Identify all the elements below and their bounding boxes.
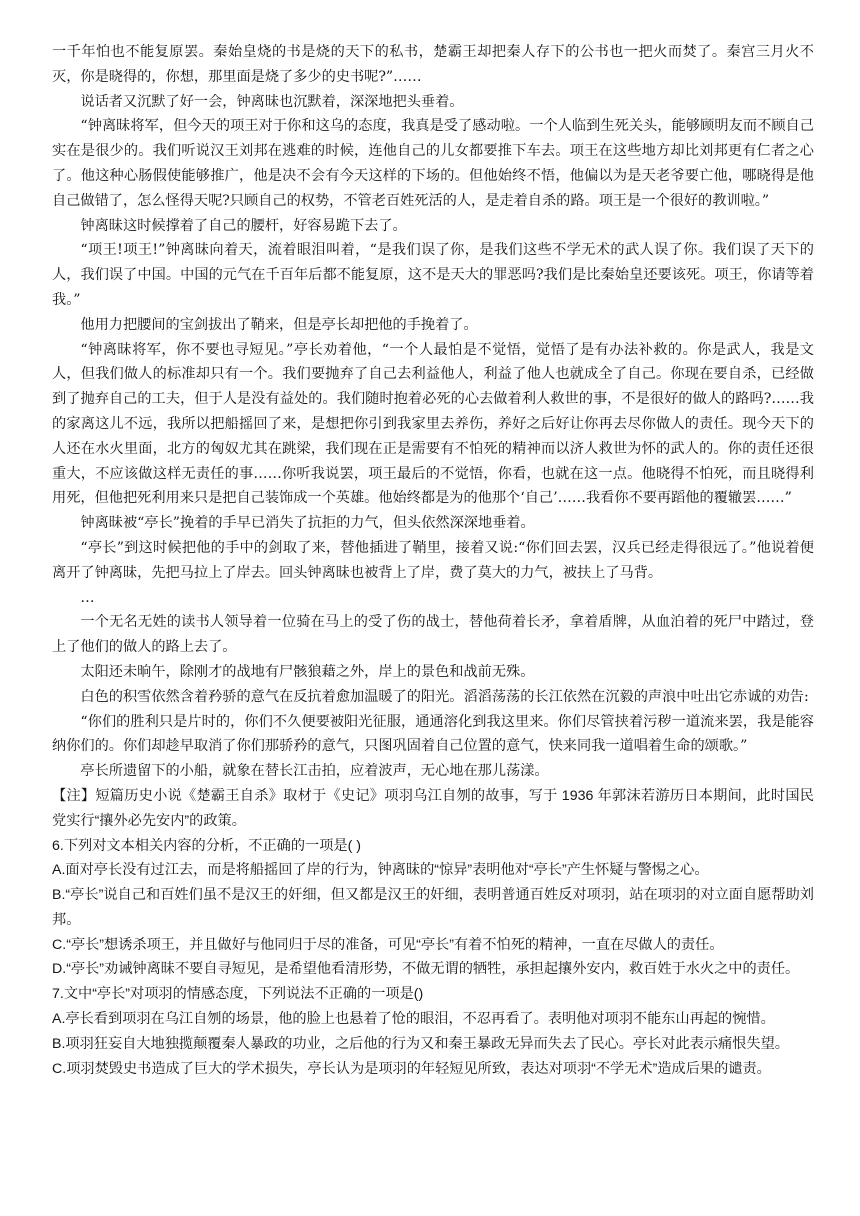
option-a: A.亭长看到项羽在乌江自刎的场景，他的脸上也悬着了怆的眼泪，不忍再看了。表明他对项羽不能东山再起的惋惜。 [52, 1011, 775, 1028]
story-paragraph: 钟离昧这时候撑着了自己的腰杆，好容易跪下去了。 [80, 217, 407, 234]
story-paragraph: “亭长”到这时候把他的手中的剑取了来，替他插进了鞘里，接着又说:“你们回去罢，汉兵已经走得很远了。”他说着便离开了钟离昧，先把马拉上了岸去。回头钟离昧也被背上了岸，费了莫大的力气，被扶上了马背。 [52, 539, 814, 581]
option-c: C.项羽焚毁史书造成了巨大的学术损失，亭长认为是项羽的年轻短见所致，表达对项羽“不学无术”造成后果的谴责。 [52, 1060, 771, 1077]
story-paragraph: 一个无名无姓的读书人领导着一位骑在马上的受了伤的战士，替他荷着长矛，拿着盾牌，从血泊着的死尸中踏过，登上了他们的做人的路上去了。 [52, 614, 814, 656]
story-paragraph: 太阳还未晌午，除刚才的战地有尸骸狼藉之外，岸上的景色和战前无殊。 [80, 663, 535, 680]
option-a: A.面对亭长没有过江去，而是将船摇回了岸的行为，钟离昧的“惊异”表明他对“亭长”产生怀疑与警惕之心。 [52, 862, 709, 879]
option-b: B.项羽狂妄自大地独揽颠覆秦人暴政的功业，之后他的行为又和秦王暴政无异而失去了民心。亭长对此表示痛恨失望。 [52, 1035, 789, 1052]
question-7 [52, 982, 814, 1081]
option-d: D.“亭长”劝诫钟离昧不要自寻短见，是希望他看清形势，不做无谓的牺牲，承担起攘外安内，救百姓于水火之中的责任。 [52, 961, 800, 978]
section-break-ellipsis: … [80, 589, 96, 606]
story-body [52, 40, 814, 784]
story-paragraph: 白色的积雪依然含着矜骄的意气在反抗着愈加温暖了的阳光。滔滔荡荡的长江依然在沉毅的声浪中吐出它赤诚的劝告: [80, 688, 809, 705]
question-stem: 7.文中“亭长”对项羽的情感态度，下列说法不正确的一项是() [52, 986, 424, 1003]
story-paragraph: “项王!项王!”钟离昧向着天，流着眼泪叫着，“是我们误了你，是我们这些不学无术的武人误了你。我们误了天下的人，我们误了中国。中国的元气在千百年后都不能复原，这不是天大的罪恶吗?我们是比秦始皇还要该死。项王，你请等着我。” [52, 242, 814, 308]
story-paragraph: “你们的胜利只是片时的，你们不久便要被阳光征服，通通溶化到我这里来。你们尽管挟着污秽一道流来罢，我是能容纳你们的。你们却趁早取消了你们那骄矜的意气，只图巩固着自己位置的意气，快来同我一道唱着生命的颂歌。” [52, 713, 814, 755]
story-paragraph: 一千年怕也不能复原罢。秦始皇烧的书是烧的天下的私书，楚霸王却把秦人存下的公书也一把火而焚了。秦宫三月火不灭，你是晓得的，你想，那里面是烧了多少的史书呢?”…… [52, 44, 814, 85]
document-page [52, 40, 814, 1081]
story-paragraph: “钟离昧将军，但今天的项王对于你和这乌的态度，我真是受了感动啦。一个人临到生死关头，能够顾明友而不顾自己实在是很少的。我们听说汉王刘邦在逃难的时候，连他自己的儿女都要推下车去。项王在这些地方却比刘邦更有仁者之心了。他这种心肠假使能够推广，他是决不会有今天这样的下场的。但他始终不悟，他偏以为是天老爷要亡他，哪晓得是他自己做错了，怎么怪得天呢?只顾自己的权势，不管老百姓死活的人，是走着自杀的路。项王是一个很好的教训啦。” [52, 118, 814, 209]
question-6 [52, 834, 814, 983]
story-paragraph: 他用力把腰间的宝剑拔出了鞘来，但是亭长却把他的手挽着了。 [80, 316, 478, 333]
option-c: C.“亭长”想诱杀项王，并且做好与他同归于尽的准备，可见“亭长”有着不怕死的精神，一直在尽做人的责任。 [52, 936, 724, 953]
source-note: 【注】短篇历史小说《楚霸王自杀》取材于《史记》项羽乌江自刎的故事，写于 1936 年郭沫若游历日本期间，此时国民党实行“攘外必先安内”的政策。 [52, 787, 814, 829]
option-b: B.“亭长”说自己和百姓们虽不是汉王的奸细，但又都是汉王的奸细，表明普通百姓反对项羽，站在项羽的对立面自愿帮助刘邦。 [52, 887, 814, 928]
story-paragraph: 亭长所遗留下的小船，就象在替长江击拍，应着波声，无心地在那儿荡漾。 [80, 763, 549, 780]
story-paragraph: 钟离昧被“亭长”挽着的手早已消失了抗拒的力气，但头依然深深地垂着。 [80, 515, 535, 532]
question-stem: 6.下列对文本相关内容的分析，不正确的一项是( ) [52, 837, 361, 854]
story-paragraph: “钟离昧将军，你不要也寻短见。”亭长劝着他，“一个人最怕是不觉悟，觉悟了是有办法补救的。你是武人，我是文人，但我们做人的标准却只有一个。我们要抛弃了自己去利益他人，利益了他人也就成全了自己。你现在要自杀，已经做到了抛弃自己的工夫，但于人是没有益处的。我们随时抱着必死的心去做着利人救世的事，不是很好的做人的路吗?……我的家离这儿不远，我所以把船摇回了来，是想把你引到我家里去养伤，养好之后好让你再去尽你做人的责任。现今天下的人还在水火里面，北方的匈奴尤其在跳梁，我们现在正是需要有不怕死的精神而以济人救世为怀的武人的。你的责任还很重大，不应该做这样无责任的事……你听我说罢，项王最后的不觉悟，你看，也就在这一点。他晓得不怕死，而且晓得利用死，但他把死利用来只是把自己装饰成一个英雄。他始终都是为的他那个‘自己’……我看你不要再蹈他的覆辙罢……” [52, 341, 814, 507]
story-paragraph: 说话者又沉默了好一会，钟离昧也沉默着，深深地把头垂着。 [80, 93, 464, 110]
